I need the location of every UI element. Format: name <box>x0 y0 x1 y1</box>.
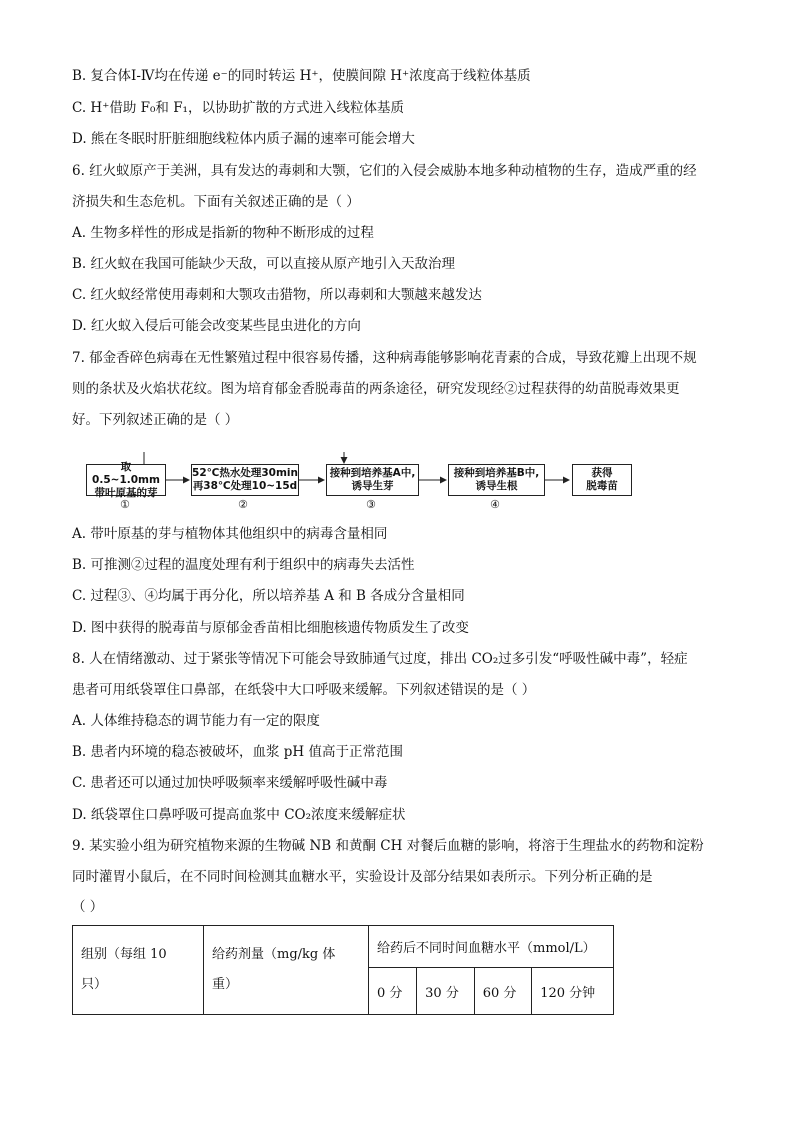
q8-option-b: B. 患者内环境的稳态被破坏，血浆 pH 值高于正常范围 <box>72 744 403 760</box>
q6-option-c: C. 红火蚁经常使用毒刺和大颚攻击猎物，所以毒刺和大颚越来越发达 <box>72 287 482 303</box>
q5-option-c: C. H⁺借助 F₀和 F₁，以协助扩散的方式进入线粒体基质 <box>72 100 404 116</box>
table-header-row <box>73 926 614 968</box>
q8-stem-line1: 8. 人在情绪激动、过于紧张等情况下可能会导致肺通气过度，排出 CO₂过多引发“呼吸性碱中毒”，轻症 <box>72 651 688 667</box>
time-0: 0 分 <box>369 968 417 1015</box>
flow-step-4-line2: 诱导生根 <box>475 480 518 492</box>
q6-option-a: A. 生物多样性的形成是指新的物种不断形成的过程 <box>72 225 374 241</box>
q8-option-d: D. 纸袋罩住口鼻呼吸可提高血浆中 CO₂浓度来缓解症状 <box>72 807 406 823</box>
q9-stem-line3: （ ） <box>72 899 104 915</box>
q6-option-b: B. 红火蚁在我国可能缺少天敌，可以直接从原产地引入天敌治理 <box>72 256 456 272</box>
header-dose <box>204 926 369 1015</box>
q6-stem-line2: 济损失和生态危机。下面有关叙述正确的是（ ） <box>72 194 360 210</box>
flow-step-1-line1: 取0.5~1.0mm <box>92 460 160 486</box>
q9-data-table <box>72 925 614 1015</box>
q7-stem-line2: 则的条状及火焰状花纹。图为培育郁金香脱毒苗的两条途径，研究发现经②过程获得的幼苗脱毒效果更 <box>72 381 680 397</box>
q8-option-c: C. 患者还可以通过加快呼吸频率来缓解呼吸性碱中毒 <box>72 775 388 791</box>
flow-step-3-line2: 诱导生芽 <box>351 480 394 492</box>
q7-option-c: C. 过程③、④均属于再分化，所以培养基 A 和 B 各成分含量相同 <box>72 588 465 604</box>
time-60: 60 分 <box>474 968 532 1015</box>
flow-step-2-line1: 52℃热水处理30min <box>192 467 298 479</box>
flow-step-5-line1: 获得 <box>591 467 613 479</box>
flow-step-3 <box>326 464 419 496</box>
q7-option-a: A. 带叶原基的芽与植物体其他组织中的病毒含量相同 <box>72 526 388 542</box>
flow-step-2-line2: 再38℃处理10~15d <box>192 480 298 492</box>
q8-option-a: A. 人体维持稳态的调节能力有一定的限度 <box>72 713 320 729</box>
flow-step-1-line2: 带叶原基的芽 <box>94 486 158 499</box>
flow-step-1 <box>86 460 166 499</box>
step-number-1: ① <box>120 498 130 511</box>
header-glucose: 给药后不同时间血糖水平（mmol/L） <box>369 926 614 968</box>
flow-step-2 <box>191 464 299 496</box>
q6-stem-line1: 6. 红火蚁原产于美洲，具有发达的毒刺和大颚，它们的入侵会威胁本地多种动植物的生存，造成严重的经 <box>72 163 697 179</box>
header-dose-line1: 给药剂量（mg/kg 体 <box>212 947 336 962</box>
step-number-2: ② <box>238 498 248 511</box>
q9-stem-line1: 9. 某实验小组为研究植物来源的生物碱 NB 和黄酮 CH 对餐后血糖的影响，将溶于生理盐水的药物和淀粉 <box>72 838 704 854</box>
q9-stem-line2: 同时灌胃小鼠后，在不同时间检测其血糖水平，实验设计及部分结果如表所示。下列分析正确的是 <box>72 869 653 885</box>
step-number-4: ④ <box>490 498 500 511</box>
q8-stem-line2: 患者可用纸袋罩住口鼻部，在纸袋中大口呼吸来缓解。下列叙述错误的是（ ） <box>72 682 536 698</box>
q7-stem-line3: 好。下列叙述正确的是（ ） <box>72 412 239 428</box>
q7-option-b: B. 可推测②过程的温度处理有利于组织中的病毒失去活性 <box>72 557 415 573</box>
header-group <box>73 926 204 1015</box>
q7-option-d: D. 图中获得的脱毒苗与原郁金香苗相比细胞核遗传物质发生了改变 <box>72 620 469 636</box>
header-group-line1: 组别（每组 10 <box>81 947 167 962</box>
flow-step-5 <box>572 464 632 496</box>
header-group-line2: 只） <box>81 977 108 992</box>
flow-step-5-line2: 脱毒苗 <box>586 480 618 492</box>
step-number-3: ③ <box>366 498 376 511</box>
q7-flow-diagram <box>86 452 646 512</box>
flow-step-3-line1: 接种到培养基A中, <box>329 467 416 479</box>
flow-step-4 <box>448 464 545 496</box>
q5-option-d: D. 熊在冬眠时肝脏细胞线粒体内质子漏的速率可能会增大 <box>72 131 415 147</box>
header-dose-line2: 重） <box>212 977 239 992</box>
q6-option-d: D. 红火蚁入侵后可能会改变某些昆虫进化的方向 <box>72 318 361 334</box>
time-30: 30 分 <box>417 968 475 1015</box>
q5-option-b: B. 复合体Ⅰ-Ⅳ均在传递 e⁻的同时转运 H⁺，使膜间隙 H⁺浓度高于线粒体基质 <box>72 68 531 84</box>
q7-stem-line1: 7. 郁金香碎色病毒在无性繁殖过程中很容易传播，这种病毒能够影响花青素的合成，导致花瓣上出现不规 <box>72 350 697 366</box>
flow-step-4-line1: 接种到培养基B中, <box>453 467 540 479</box>
time-120: 120 分钟 <box>532 968 614 1015</box>
